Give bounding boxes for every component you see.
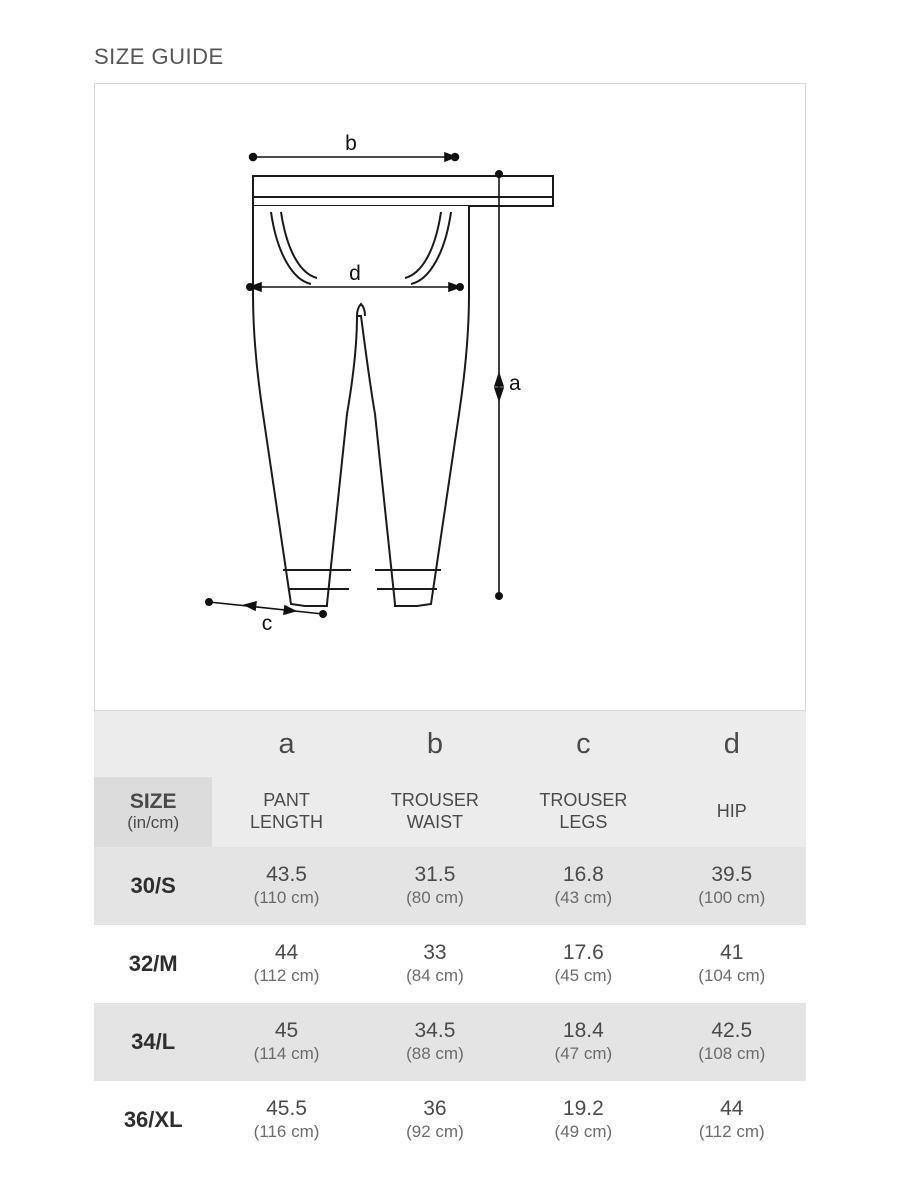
letter-header-row [94,711,806,777]
value-in: 33 [423,940,447,964]
header-pant-length-line2: LENGTH [250,812,324,832]
cell-hip [658,1081,806,1159]
value-in: 18.4 [562,1018,604,1042]
value-in: 41 [720,940,744,964]
row-size-label: 34/L [94,1003,212,1081]
cell-pant-length [212,1003,360,1081]
header-trouser-waist [361,777,509,847]
cell-hip [658,847,806,925]
letter-header-a: a [212,711,360,777]
label-a: a [509,372,521,395]
value-cm: (80 cm) [406,888,464,908]
value-in: 44 [274,940,299,964]
value-cm: (116 cm) [253,1122,320,1142]
value-cm: (92 cm) [406,1122,464,1142]
cell-trouser-legs [509,925,657,1003]
page-title: SIZE GUIDE [94,44,224,69]
cell-trouser-waist [361,1081,509,1159]
value-cm: (112 cm) [698,1122,765,1142]
row-size-label: 30/S [94,847,212,925]
header-pant-length-line1: PANT [263,790,310,811]
table-row [94,925,806,1003]
value-in: 42.5 [711,1018,753,1042]
table-row [94,1081,806,1159]
value-cm: (88 cm) [406,1044,464,1064]
letter-header-c: c [509,711,657,777]
table-row [94,1003,806,1081]
letter-header-b: b [361,711,509,777]
value-cm: (100 cm) [698,888,766,908]
header-size-cell [94,777,212,847]
cell-hip [658,925,806,1003]
label-b: b [345,132,357,155]
header-size-sub: (in/cm) [127,812,180,832]
row-size-label: 36/XL [94,1081,212,1159]
trouser-diagram-panel [94,83,806,711]
value-cm: (84 cm) [406,966,464,986]
size-table-wrapper [94,711,806,1159]
cell-pant-length [212,847,360,925]
value-in: 34.5 [414,1018,456,1042]
value-in: 43.5 [266,862,307,886]
value-cm: (112 cm) [253,966,320,986]
value-cm: (114 cm) [253,1044,320,1064]
value-cm: (108 cm) [698,1044,766,1064]
trouser-diagram-icon [95,84,805,710]
letter-header-d: d [658,711,806,777]
header-hip-line1: HIP [716,801,747,822]
label-c: c [261,612,273,635]
cell-pant-length [212,1081,360,1159]
value-in: 36 [423,1096,447,1120]
cell-hip [658,1003,806,1081]
value-in: 45 [274,1018,299,1042]
header-trouser-legs-line1: TROUSER [539,790,628,811]
cell-trouser-waist [361,925,509,1003]
cell-trouser-legs [509,1081,657,1159]
header-hip [658,777,806,847]
value-cm: (45 cm) [554,966,613,986]
column-header-row [94,777,806,847]
cell-trouser-waist [361,1003,509,1081]
header-trouser-waist-line2: WAIST [406,812,464,832]
cell-trouser-waist [361,847,509,925]
cell-trouser-legs [509,847,657,925]
letter-header-blank [94,711,212,777]
value-in: 44 [720,1096,744,1120]
value-in: 16.8 [562,862,604,886]
value-cm: (49 cm) [554,1122,613,1142]
header-trouser-waist-line1: TROUSER [390,790,479,811]
value-in: 39.5 [711,862,753,886]
cell-trouser-legs [509,1003,657,1081]
cell-pant-length [212,925,360,1003]
header-size-main: SIZE [129,789,177,813]
row-size-label: 32/M [94,925,212,1003]
header-pant-length [212,777,360,847]
header-trouser-legs [509,777,657,847]
value-in: 17.6 [562,940,604,964]
header-trouser-legs-line2: LEGS [559,812,608,832]
value-cm: (104 cm) [698,966,766,986]
value-in: 45.5 [266,1096,307,1120]
value-in: 31.5 [414,862,456,886]
size-table [94,711,806,1159]
value-cm: (43 cm) [554,888,613,908]
value-in: 19.2 [562,1096,604,1120]
label-d: d [349,262,361,285]
table-row [94,847,806,925]
value-cm: (110 cm) [253,888,320,908]
value-cm: (47 cm) [554,1044,613,1064]
